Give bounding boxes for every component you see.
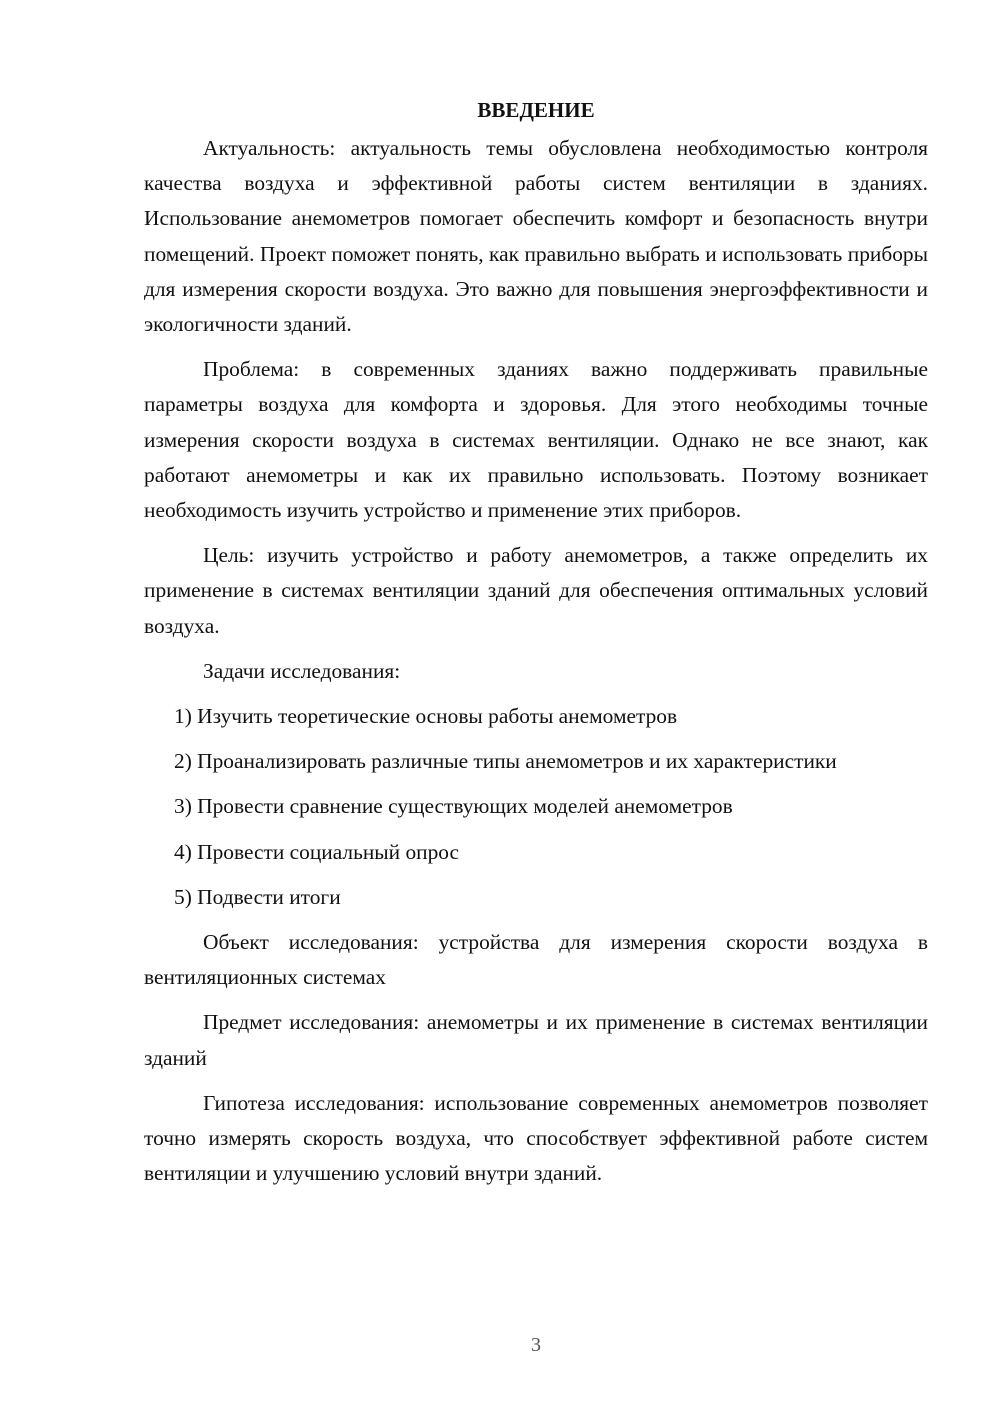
task-item-4: 4) Провести социальный опрос xyxy=(174,839,460,864)
paragraph-goal: Цель: изучить устройство и работу анемометров, а также определить их применение в системах вентиляции зданий для обеспечения оптимальных условий воздуха. xyxy=(144,543,928,638)
paragraph-hypothesis: Гипотеза исследования: использование современных анемометров позволяет точно измерять скорость воздуха, что способствует эффективной работе систем вентиляции и улучшению условий внутри зданий. xyxy=(144,1090,928,1186)
task-item-1: 1) Изучить теоретические основы работы анемометров xyxy=(174,704,678,729)
section-title: ВВЕДЕНИЕ xyxy=(477,98,595,122)
paragraph-object: Объект исследования: устройства для измерения скорости воздуха в вентиляционных системах xyxy=(144,930,928,990)
tasks-heading: Задачи исследования: xyxy=(203,658,401,683)
task-item-3: 3) Провести сравнение существующих моделей анемометров xyxy=(174,794,733,819)
paragraph-problem: Проблема: в современных зданиях важно поддерживать правильные параметры воздуха для комфорта и здоровья. Для этого необходимы точные измерения скорости воздуха в системах вентиляции. Однако не все знают, как работают анемометры и как их правильно использовать. Поэтому возникает необходимость изучить устройство и применение этих приборов. xyxy=(144,357,928,523)
paragraph-relevance: Актуальность: актуальность темы обусловлена необходимостью контроля качества воздуха и эффективной работы систем вентиляции в зданиях. Использование анемометров помогает обеспечить комфорт и безопасность внутри помещений. Проект поможет понять, как правильно выбрать и использовать приборы для измерения скорости воздуха. Это важно для повышения энергоэффективности и экологичности зданий. xyxy=(144,136,928,337)
task-item-2: 2) Проанализировать различные типы анемометров и их характеристики xyxy=(174,749,837,774)
task-item-5: 5) Подвести итоги xyxy=(174,884,341,909)
paragraph-subject: Предмет исследования: анемометры и их применение в системах вентиляции зданий xyxy=(144,1010,928,1070)
page-number: 3 xyxy=(531,1334,541,1356)
page-content xyxy=(144,95,928,1201)
